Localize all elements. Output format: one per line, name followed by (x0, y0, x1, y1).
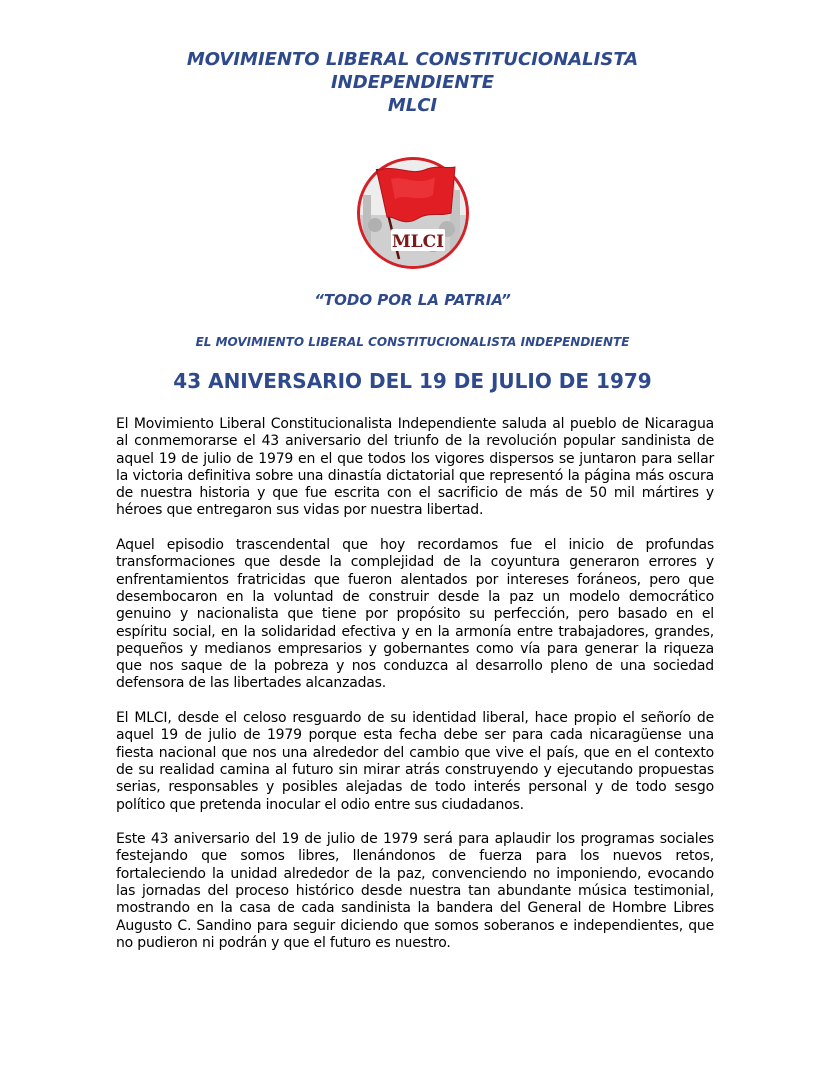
flag-emblem-icon (355, 155, 471, 271)
document-body (116, 416, 714, 970)
document-title: 43 ANIVERSARIO DEL 19 DE JULIO DE 1979 (173, 369, 652, 393)
paragraph: El Movimiento Liberal Constitucionalista Independiente saluda al pueblo de Nicaragua al conmemorarse el 43 aniversario del triunfo de la revolución popular sandinista de aquel 19 de julio de 1979 en el que todos los vigores dispersos se juntaron para sellar la victoria definitiva sobre una dinastía dictatorial que representó la página más oscura de nuestra historia y que fue escrita con el sacrificio de más de 50 mil mártires y héroes que entregaron sus vidas por nuestra libertad. (116, 416, 714, 519)
paragraph: Este 43 aniversario del 19 de julio de 1979 será para aplaudir los programas sociales festejando que somos libres, llenándonos de fuerza para los nuevos retos, fortaleciendo la unidad alrededor de la paz, convenciendo no imponiendo, evocando las jornadas del proceso histórico desde nuestra tan abundante música testimonial, mostrando en la casa de cada sandinista la bandera del General de Hombre Libres Augusto C. Sandino para seguir diciendo que somos soberanos e independientes, que no pudieron ni podrán y que el futuro es nuestro. (116, 831, 714, 951)
logo-text: MLCI (391, 232, 445, 252)
paragraph: El MLCI, desde el celoso resguardo de su identidad liberal, hace propio el señorío de aquel 19 de julio de 1979 porque esta fecha debe ser para cada nicaragüense una fiesta nacional que nos una alrededor del cambio que vive el país, que en el contexto de su realidad camina al futuro sin mirar atrás construyendo y ejecutando propuestas serias, responsables y posibles alejadas de todo interés personal y de todo sesgo político que pretenda inocular el odio entre sus ciudadanos. (116, 710, 714, 813)
header-line-1: MOVIMIENTO LIBERAL CONSTITUCIONALISTA (186, 49, 639, 70)
paragraph: Aquel episodio trascendental que hoy recordamos fue el inicio de profundas transformaciones que desde la complejidad de la coyuntura generaron errores y enfrentamientos fratricidas que fueron alentados por intereses foráneos, pero que desembocaron en la voluntad de construir desde la paz un modelo democrático genuino y nacionalista que tiene por propósito su perfección, pero basado en el espíritu social, en la solidaridad efectiva y en la armonía entre trabajadores, grandes, pequeños y medianos empresarios y gobernantes como vía para generar la riqueza que nos saque de la pobreza y nos conduzca al desarrollo pleno de una sociedad defensora de las libertades alcanzadas. (116, 537, 714, 692)
header-line-3: MLCI (387, 95, 438, 116)
mlci-logo (355, 155, 471, 271)
document-header (0, 48, 825, 117)
motto: “TODO POR LA PATRIA” (314, 291, 511, 309)
header-line-2: INDEPENDIENTE (330, 72, 495, 93)
organization-line: EL MOVIMIENTO LIBERAL CONSTITUCIONALISTA INDEPENDIENTE (195, 335, 630, 349)
